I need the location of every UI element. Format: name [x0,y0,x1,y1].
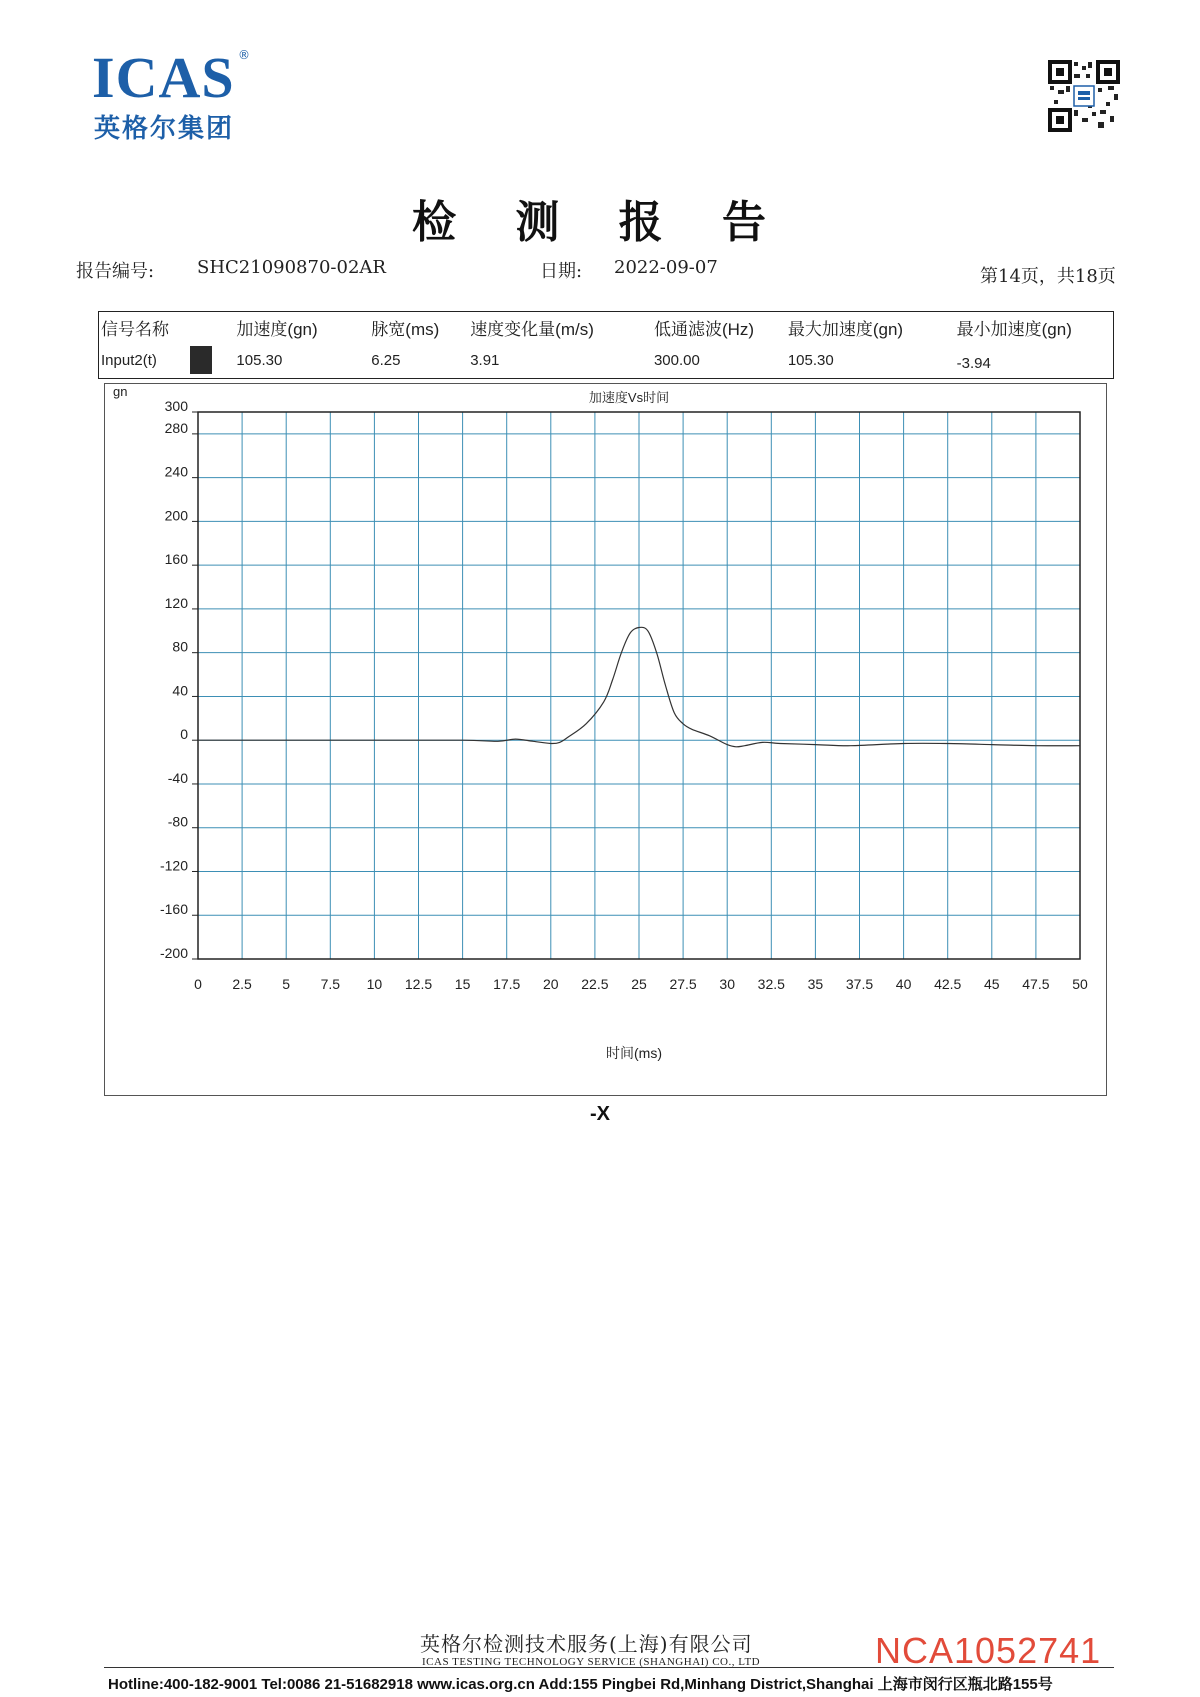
x-tick-label: 47.5 [1022,976,1050,992]
signal-acceleration: 105.30 [236,351,283,369]
y-tick-label: 200 [164,507,188,524]
y-tick-label: -200 [159,945,188,961]
report-date: 2022-09-07 [614,257,718,278]
signal-pulse-width: 6.25 [371,351,401,369]
x-tick-label: 37.5 [845,976,874,992]
qr-code-icon [1048,60,1120,132]
x-tick-label: 42.5 [934,976,962,992]
signal-color-swatch [188,342,222,379]
header-min-accel: 最小加速度(gn) [956,319,1072,339]
x-tick-label: 10 [366,976,383,992]
y-tick-label: -40 [167,769,188,786]
y-tick-label: -160 [159,901,188,918]
x-tick-label: 15 [454,976,471,992]
axis-direction-label: -X [590,1103,610,1125]
x-tick-label: 17.5 [493,976,521,992]
x-tick-label: 45 [984,976,1000,992]
x-tick-label: 35 [807,976,824,992]
signal-min-accel: -3.94 [956,354,991,372]
x-tick-label: 25 [631,976,647,992]
x-tick-label: 27.5 [669,976,697,992]
y-tick-label: 280 [164,419,188,436]
header-signal-name: 信号名称 [101,319,169,339]
header-pulse-width: 脉宽(ms) [371,319,440,339]
x-tick-label: 5 [282,976,291,992]
x-tick-label: 0 [194,976,202,992]
header-lowpass: 低通滤波(Hz) [653,319,755,339]
nca-serial-number: NCA1052741 [875,1630,1102,1671]
x-tick-label: 12.5 [404,976,433,992]
chart-y-axis-label: gn [113,384,128,399]
report-number-label: 报告编号: [76,261,155,282]
signal-max-accel: 105.30 [787,351,834,369]
y-tick-label: -80 [167,813,188,830]
chart-frame [104,383,1107,1096]
x-tick-label: 2.5 [232,976,252,992]
header-max-accel: 最大加速度(gn) [787,319,904,339]
signal-table [98,311,1114,379]
report-number: SHC21090870-02AR [197,257,386,278]
footer-contact-line: Hotline:400-182-9001 Tel:0086 21-51682918 www.icas.org.cn Add:155 Pingbei Rd,Minhang District,Shanghai 上海市闵行区瓶北路155号 [108,1676,1053,1693]
signal-lowpass: 300.00 [653,351,700,369]
x-tick-label: 32.5 [757,976,785,992]
signal-velocity-change: 3.91 [470,351,500,369]
x-tick-label: 50 [1072,976,1088,992]
signal-table-header [99,312,1114,343]
registered-mark: ® [238,48,250,62]
x-tick-label: 40 [895,976,912,992]
date-label: 日期: [540,261,583,282]
signal-name: Input2(t) [101,351,157,369]
chart-title: 加速度Vs时间 [588,390,670,405]
x-tick-label: 30 [719,976,735,992]
company-logo: ICAS [92,45,235,110]
header-acceleration: 加速度(gn) [236,319,318,339]
y-tick-label: 300 [164,398,188,414]
header-velocity-change: 速度变化量(m/s) [470,319,594,339]
y-tick-label: 120 [164,594,188,611]
y-tick-label: 80 [172,638,188,655]
signal-table-row [99,342,1114,379]
x-tick-label: 20 [543,976,559,992]
footer-divider [104,1667,1114,1668]
y-tick-label: 160 [164,551,188,568]
page-indicator: 第14页，共18页 [980,266,1116,287]
acceleration-chart [105,384,1106,1095]
chart-x-axis-label: 时间(ms) [606,1045,662,1061]
document-title: 检 测 报 告 [412,197,788,248]
y-tick-label: 40 [172,682,188,699]
x-tick-label: 22.5 [581,976,609,992]
y-tick-label: -120 [159,857,188,874]
x-tick-label: 7.5 [320,976,341,992]
company-name-cn: 英格尔集团 [94,114,235,144]
y-tick-label: 240 [164,463,188,480]
footer-company-en: ICAS TESTING TECHNOLOGY SERVICE (SHANGHAI) CO., LTD [422,1656,761,1668]
footer-company-cn: 英格尔检测技术服务(上海)有限公司 [420,1632,753,1656]
y-tick-label: 0 [180,726,188,743]
